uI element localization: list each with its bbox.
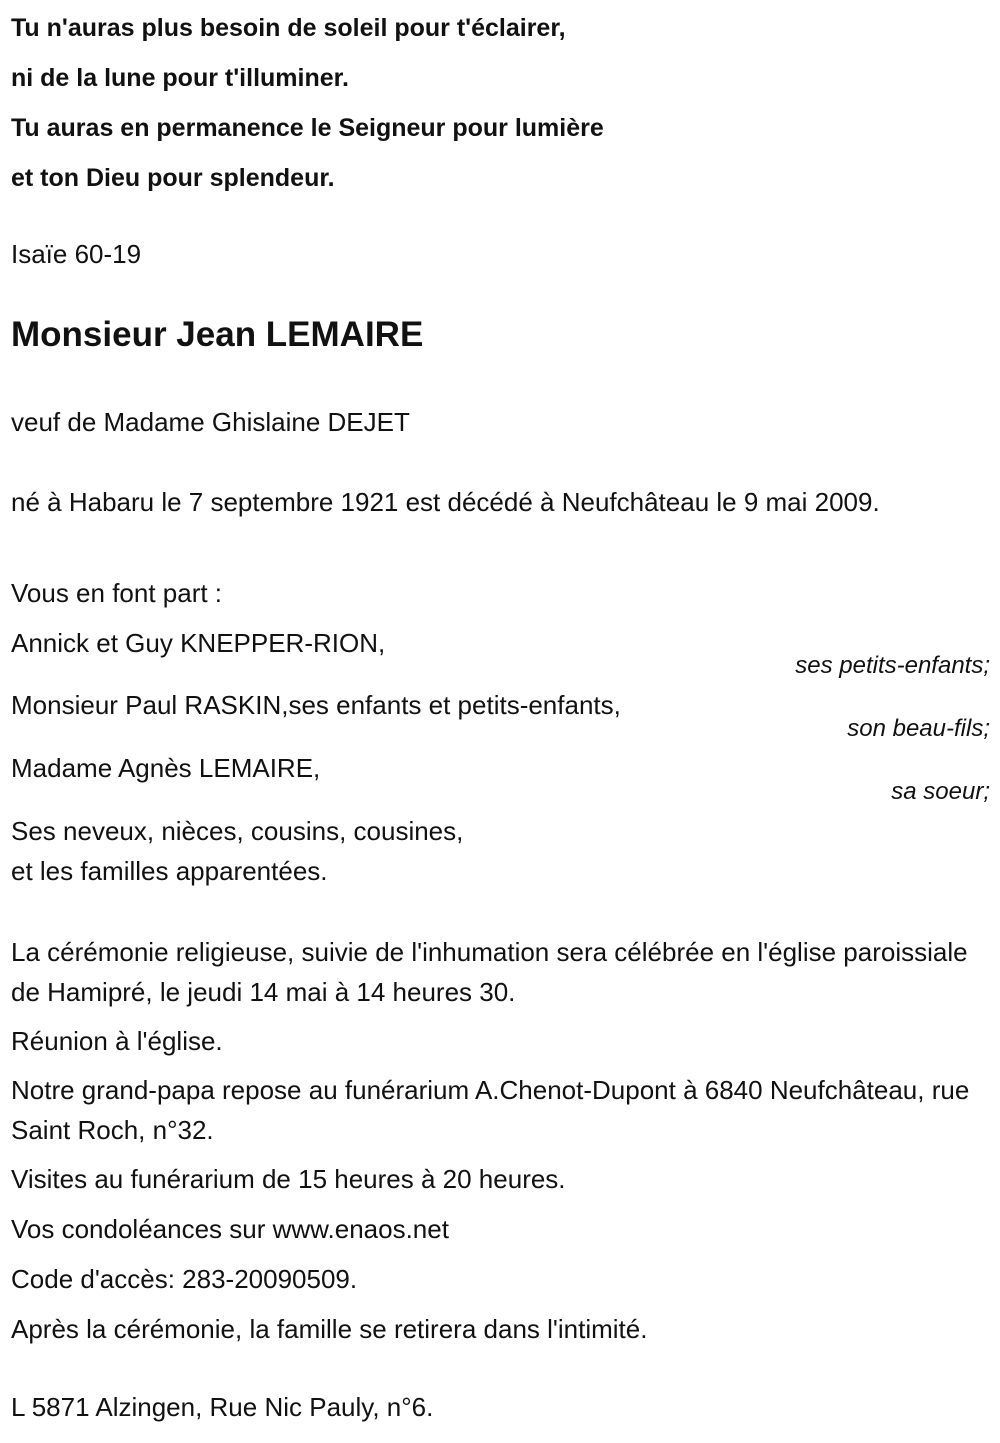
family-relation: son beau-fils; — [847, 715, 990, 742]
birth-death: né à Habaru le 7 septembre 1921 est décédé à Neufchâteau le 9 mai 2009. — [11, 487, 880, 517]
ceremony: La cérémonie religieuse, suivie de l'inhumation sera célébrée en l'église paroissiale de Hamipré, le jeudi 14 mai à 14 heures 30. — [11, 937, 968, 1007]
widower-line: veuf de Madame Ghislaine DEJET — [11, 407, 410, 437]
page-title: Monsieur Jean LEMAIRE — [11, 315, 424, 354]
others-line: Ses neveux, nièces, cousins, cousines, — [11, 816, 464, 846]
family-relation: ses petits-enfants; — [795, 652, 990, 679]
visits: Visites au funérarium de 15 heures à 20 heures. — [11, 1164, 566, 1194]
condolences: Vos condoléances sur www.enaos.net — [11, 1214, 449, 1244]
verse-line: et ton Dieu pour splendeur. — [11, 164, 335, 192]
meeting: Réunion à l'église. — [11, 1026, 223, 1056]
family-name: Monsieur Paul RASKIN,ses enfants et petits-enfants, — [11, 690, 621, 720]
verse-line: ni de la lune pour t'illuminer. — [11, 64, 349, 92]
family-name: Madame Agnès LEMAIRE, — [11, 753, 321, 783]
address: L 5871 Alzingen, Rue Nic Pauly, n°6. — [11, 1392, 434, 1422]
family-name: Annick et Guy KNEPPER-RION, — [11, 628, 386, 658]
announce: Vous en font part : — [11, 578, 223, 608]
verse-line: Tu auras en permanence le Seigneur pour lumière — [11, 114, 604, 142]
family-relation: sa soeur; — [891, 778, 990, 805]
verse-reference: Isaïe 60-19 — [11, 239, 142, 269]
after-ceremony: Après la cérémonie, la famille se retirera dans l'intimité. — [11, 1314, 648, 1344]
access-code: Code d'accès: 283-20090509. — [11, 1264, 358, 1294]
rest-location: Notre grand-papa repose au funérarium A.Chenot-Dupont à 6840 Neufchâteau, rue Saint Roch, n°32. — [11, 1075, 970, 1145]
verse-line: Tu n'auras plus besoin de soleil pour t'éclairer, — [11, 14, 566, 42]
others-line: et les familles apparentées. — [11, 856, 328, 886]
